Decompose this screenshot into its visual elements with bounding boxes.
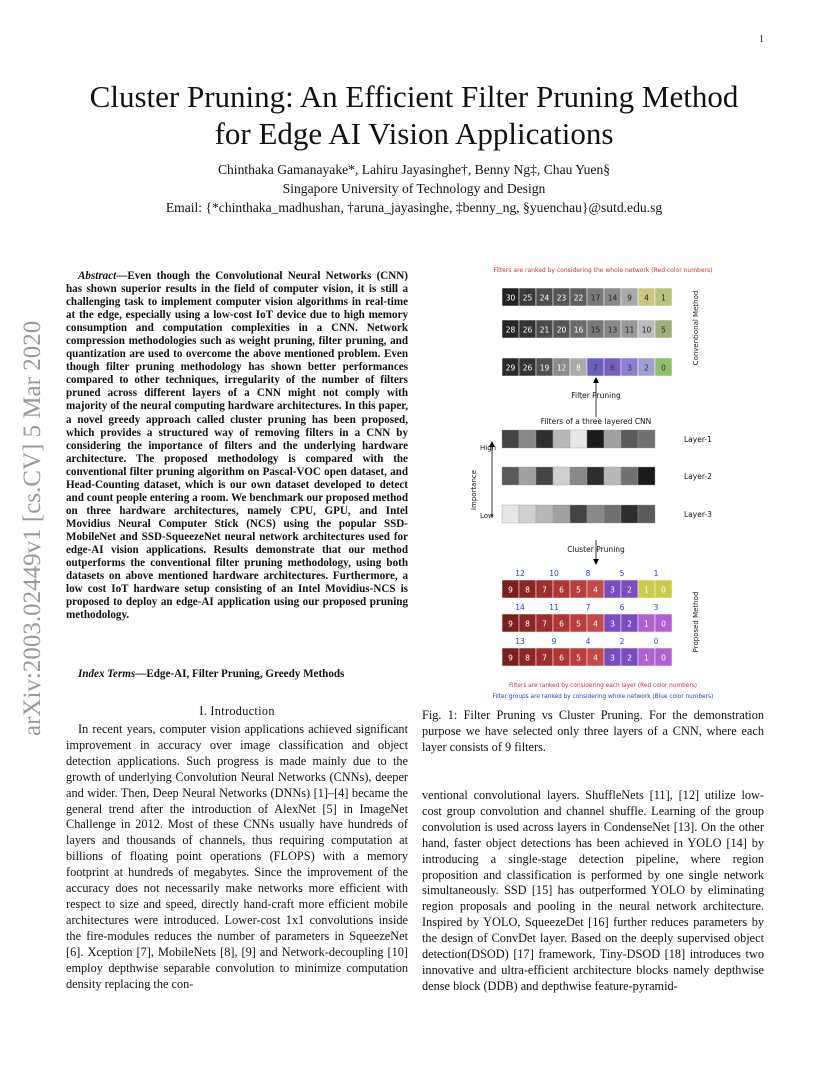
abstract-label: Abstract — [78, 270, 117, 282]
layer-filter-cell — [621, 467, 638, 485]
conv-rank-label: 4 — [644, 293, 649, 303]
layer-filter-cell — [570, 430, 587, 448]
layer-filter-cell — [519, 467, 536, 485]
conv-rank-label: 10 — [641, 325, 652, 335]
proposed-rank-label: 2 — [627, 619, 632, 629]
bottom-note-1: Filters are ranked by considering each layer (Red color numbers) — [508, 683, 698, 689]
proposed-rank-label: 4 — [593, 585, 598, 595]
title-line-1: Cluster Pruning: An Efficient Filter Pruning Method — [89, 79, 739, 114]
conv-rank-label: 17 — [590, 293, 601, 303]
group-rank-label: 9 — [551, 637, 557, 646]
layer-filter-cell — [621, 430, 638, 448]
group-rank-label: 0 — [653, 637, 659, 646]
proposed-rank-label: 7 — [542, 585, 547, 595]
proposed-rank-label: 5 — [576, 653, 581, 663]
group-rank-label: 4 — [585, 637, 591, 646]
abstract — [66, 270, 408, 622]
layer-filter-cell — [519, 430, 536, 448]
proposed-rank-label: 6 — [559, 585, 564, 595]
right-column-text — [422, 788, 764, 995]
conv-rank-label: 26 — [522, 325, 533, 335]
proposed-rank-label: 9 — [508, 619, 513, 629]
caption-text: Fig. 1: Filter Pruning vs Cluster Pruning. For the demonstration purpose we have selected only three layers of a CNN, where each layer consists of 9 filters. — [422, 708, 764, 754]
conventional-method-label: Conventional Method — [692, 290, 700, 366]
conv-rank-label: 0 — [661, 363, 666, 373]
layer-filter-cell — [502, 430, 519, 448]
proposed-rank-label: 0 — [661, 619, 666, 629]
proposed-rank-label: 6 — [559, 653, 564, 663]
proposed-rank-label: 0 — [661, 585, 666, 595]
right-paragraph: ventional convolutional layers. ShuffleNets [11], [12] utilize low-cost group convolution and channel shuffle. Learning of the group convolution is used across layers in CondenseNet [13]. On the other hand, faster object detections has been achieved in YOLO [14] by introducing a single-stage detection pipeline, where region proposition and classification is performed by one single network simultaneously. SSD [15] has outperformed YOLO by eliminating region proposals and pooling in the neural network architecture. Inspired by YOLO, SqueezeDet [16] further reduces parameters by the design of ConvDet layer. Based on the deeply supervised object detection(DSOD) [17] framework, Tiny-DSOD [18] introduces two innovative and ultra-efficient architecture blocks namely depthwise dense block (DDB) and depthwise feature-pyramid- — [422, 788, 764, 993]
layer-filter-cell — [502, 467, 519, 485]
conv-rank-label: 19 — [539, 363, 550, 373]
conv-rank-label: 7 — [593, 363, 598, 373]
conv-rank-label: 8 — [576, 363, 581, 373]
layer-filter-cell — [570, 505, 587, 523]
group-rank-label: 13 — [515, 637, 525, 646]
conv-rank-label: 28 — [505, 325, 516, 335]
authors: Chinthaka Gamanayake*, Lahiru Jayasinghe†, Benny Ng‡, Chau Yuen§ — [217, 162, 611, 177]
arrow-head — [593, 377, 599, 383]
intro-column — [66, 722, 408, 992]
proposed-rank-label: 1 — [644, 619, 649, 629]
layer-filter-cell — [587, 430, 604, 448]
layer-label: Layer-1 — [684, 435, 712, 444]
proposed-rank-label: 3 — [610, 619, 615, 629]
conv-rank-label: 11 — [624, 325, 635, 335]
affiliation: Singapore University of Technology and Design — [282, 181, 546, 196]
conv-rank-label: 1 — [661, 293, 666, 303]
layer-filter-cell — [519, 505, 536, 523]
proposed-rank-label: 9 — [508, 585, 513, 595]
arxiv-stamp — [6, 258, 52, 738]
group-rank-label: 8 — [585, 569, 591, 578]
layer-filter-cell — [553, 467, 570, 485]
group-rank-label: 12 — [515, 569, 525, 578]
conv-rank-label: 16 — [573, 325, 584, 335]
importance-label: Importance — [470, 469, 478, 511]
high-label: High — [480, 444, 497, 452]
layer-filter-cell — [604, 467, 621, 485]
layer-label: Layer-3 — [684, 510, 712, 519]
cluster-pruning-label: Cluster Pruning — [567, 545, 625, 554]
layer-filter-cell — [502, 505, 519, 523]
conv-rank-label: 25 — [522, 293, 533, 303]
cnn-title: Filters of a three layered CNN — [540, 417, 652, 426]
conv-rank-label: 20 — [556, 325, 567, 335]
conv-rank-label: 5 — [661, 325, 666, 335]
title-line-2: for Edge AI Vision Applications — [214, 116, 614, 151]
top-note: Filters are ranked by considering the whole network (Red color numbers) — [493, 267, 713, 274]
proposed-rank-label: 2 — [627, 653, 632, 663]
conv-rank-label: 9 — [627, 293, 632, 303]
layer-filter-cell — [621, 505, 638, 523]
proposed-rank-label: 6 — [559, 619, 564, 629]
group-rank-label: 3 — [653, 603, 659, 612]
author-block — [40, 160, 788, 217]
group-rank-label: 5 — [619, 569, 625, 578]
layer-filter-cell — [587, 505, 604, 523]
email: Email: {*chinthaka_madhushan, †aruna_jayasinghe, ‡benny_ng, §yuenchau}@sutd.edu.sg — [165, 200, 663, 215]
arxiv-id: arXiv:2003.02449v1 [cs.CV] 5 Mar 2020 — [19, 320, 46, 736]
proposed-rank-label: 9 — [508, 653, 513, 663]
layer-filter-cell — [553, 505, 570, 523]
proposed-method-label: Proposed Method — [692, 591, 700, 653]
bottom-note-2: Filter groups are ranked by considering whole network (Blue color numbers) — [492, 694, 714, 700]
layer-filter-cell — [536, 467, 553, 485]
layer-filter-cell — [638, 430, 655, 448]
conv-rank-label: 22 — [573, 293, 584, 303]
conv-rank-label: 3 — [627, 363, 632, 373]
low-label: Low — [480, 512, 494, 520]
conv-rank-label: 21 — [539, 325, 550, 335]
layer-filter-cell — [604, 430, 621, 448]
section-heading: I. Introduction — [199, 704, 275, 718]
conv-rank-label: 30 — [505, 293, 516, 303]
proposed-rank-label: 5 — [576, 619, 581, 629]
conv-rank-label: 14 — [607, 293, 618, 303]
proposed-rank-label: 4 — [593, 653, 598, 663]
index-label: Index Terms — [78, 668, 136, 680]
proposed-rank-label: 1 — [644, 653, 649, 663]
group-rank-label: 2 — [619, 637, 625, 646]
conv-rank-label: 26 — [522, 363, 533, 373]
proposed-rank-label: 8 — [525, 585, 530, 595]
group-rank-label: 11 — [549, 603, 559, 612]
conv-rank-label: 6 — [610, 363, 615, 373]
group-rank-label: 6 — [619, 603, 625, 612]
conv-rank-label: 12 — [556, 363, 567, 373]
proposed-rank-label: 0 — [661, 653, 666, 663]
conv-rank-label: 2 — [644, 363, 649, 373]
proposed-rank-label: 1 — [644, 585, 649, 595]
conv-rank-label: 24 — [539, 293, 550, 303]
proposed-rank-label: 2 — [627, 585, 632, 595]
group-rank-label: 14 — [515, 603, 525, 612]
proposed-rank-label: 3 — [610, 585, 615, 595]
conv-rank-label: 15 — [590, 325, 601, 335]
layer-filter-cell — [638, 467, 655, 485]
layer-filter-cell — [553, 430, 570, 448]
index-terms — [66, 668, 408, 681]
layer-filter-cell — [604, 505, 621, 523]
paper-title — [40, 78, 788, 152]
figure-caption — [422, 708, 764, 756]
layer-filter-cell — [638, 505, 655, 523]
intro-paragraph: In recent years, computer vision applications achieved significant improvement in accuracy over image classification and object detection applications. Such progress is made mainly due to the growth of underlying Convolution Neural Networks (CNNs), deeper and wider. Then, Deep Neural Networks (DNNs) [1]–[4] became the general trend after the introduction of AlexNet [5] in ImageNet Challenge in 2012. Most of these CNNs usually have hundreds of layers and thousands of channels, thus requiring computation at billions of floating point operations (FLOPS) with a memory footprint at hundreds of megabytes. Since the improvement of the accuracy does not necessarily make networks more efficient with respect to size and speed, directly hand-craft more efficient mobile architectures were introduced. Lower-cost 1x1 convolutions inside the fire-modules reduces the number of parameters in SqueezeNet [6]. Xception [7], MobileNets [8], [9] and Network-decoupling [10] employ depthwise separable convolution to minimize computation density replacing the con- — [66, 722, 408, 991]
layer-label: Layer-2 — [684, 472, 712, 481]
layer-filter-cell — [587, 467, 604, 485]
abstract-text: —Even though the Convolutional Neural Networks (CNN) has shown superior results in the field of computer vision, it is still a challenging task to implement computer vision algorithms in real-time at the edge, especially using a low-cost IoT device due to high memory consumption and computation complexities in a CNN. Network compression methodologies such as weight pruning, filter pruning, and quantization are used to overcome the above mentioned problem. Even though filter pruning methodology has shown better performances compared to other techniques, irregularity of the number of filters pruned across different layers of a CNN might not comply with majority of the neural computing hardware architectures. In this paper, a novel greedy approach called cluster pruning has been proposed, which provides a structured way of removing filters in a CNN by considering the importance of filters and the underlying hardware architecture. The proposed methodology is compared with the conventional filter pruning algorithm on Pascal-VOC open dataset, and Head-Counting dataset, which is our own dataset developed to detect and count people entering a room. We benchmark our proposed method on three hardware architectures, namely CPU, GPU, and Intel Movidius Neural Computer Stick (NCS) using the popular SSD-MobileNet and SSD-SqueezeNet neural network architectures used for edge-AI vision applications. Results demonstrate that our method outperforms the conventional filter pruning methodology, using both datasets on above mentioned hardware architectures. Furthermore, a low cost IoT hardware setup consisting of an Intel Movidius-NCS is proposed to deploy an edge-AI application using our proposed pruning methodology. — [66, 270, 408, 622]
proposed-rank-label: 5 — [576, 585, 581, 595]
conv-rank-label: 13 — [607, 325, 618, 335]
arrow-head-2 — [593, 559, 599, 565]
layer-filter-cell — [536, 505, 553, 523]
proposed-rank-label: 7 — [542, 619, 547, 629]
proposed-rank-label: 4 — [593, 619, 598, 629]
figure-1 — [468, 262, 738, 702]
conv-rank-label: 29 — [505, 363, 516, 373]
proposed-rank-label: 8 — [525, 653, 530, 663]
index-text: —Edge-AI, Filter Pruning, Greedy Methods — [135, 668, 345, 680]
group-rank-label: 10 — [549, 569, 559, 578]
conv-rank-label: 23 — [556, 293, 567, 303]
group-rank-label: 7 — [585, 603, 591, 612]
proposed-rank-label: 8 — [525, 619, 530, 629]
page-number: 1 — [759, 34, 764, 45]
layer-filter-cell — [536, 430, 553, 448]
proposed-rank-label: 7 — [542, 653, 547, 663]
layer-filter-cell — [570, 467, 587, 485]
proposed-rank-label: 3 — [610, 653, 615, 663]
filter-pruning-label: Filter Pruning — [571, 391, 621, 400]
group-rank-label: 1 — [653, 569, 659, 578]
